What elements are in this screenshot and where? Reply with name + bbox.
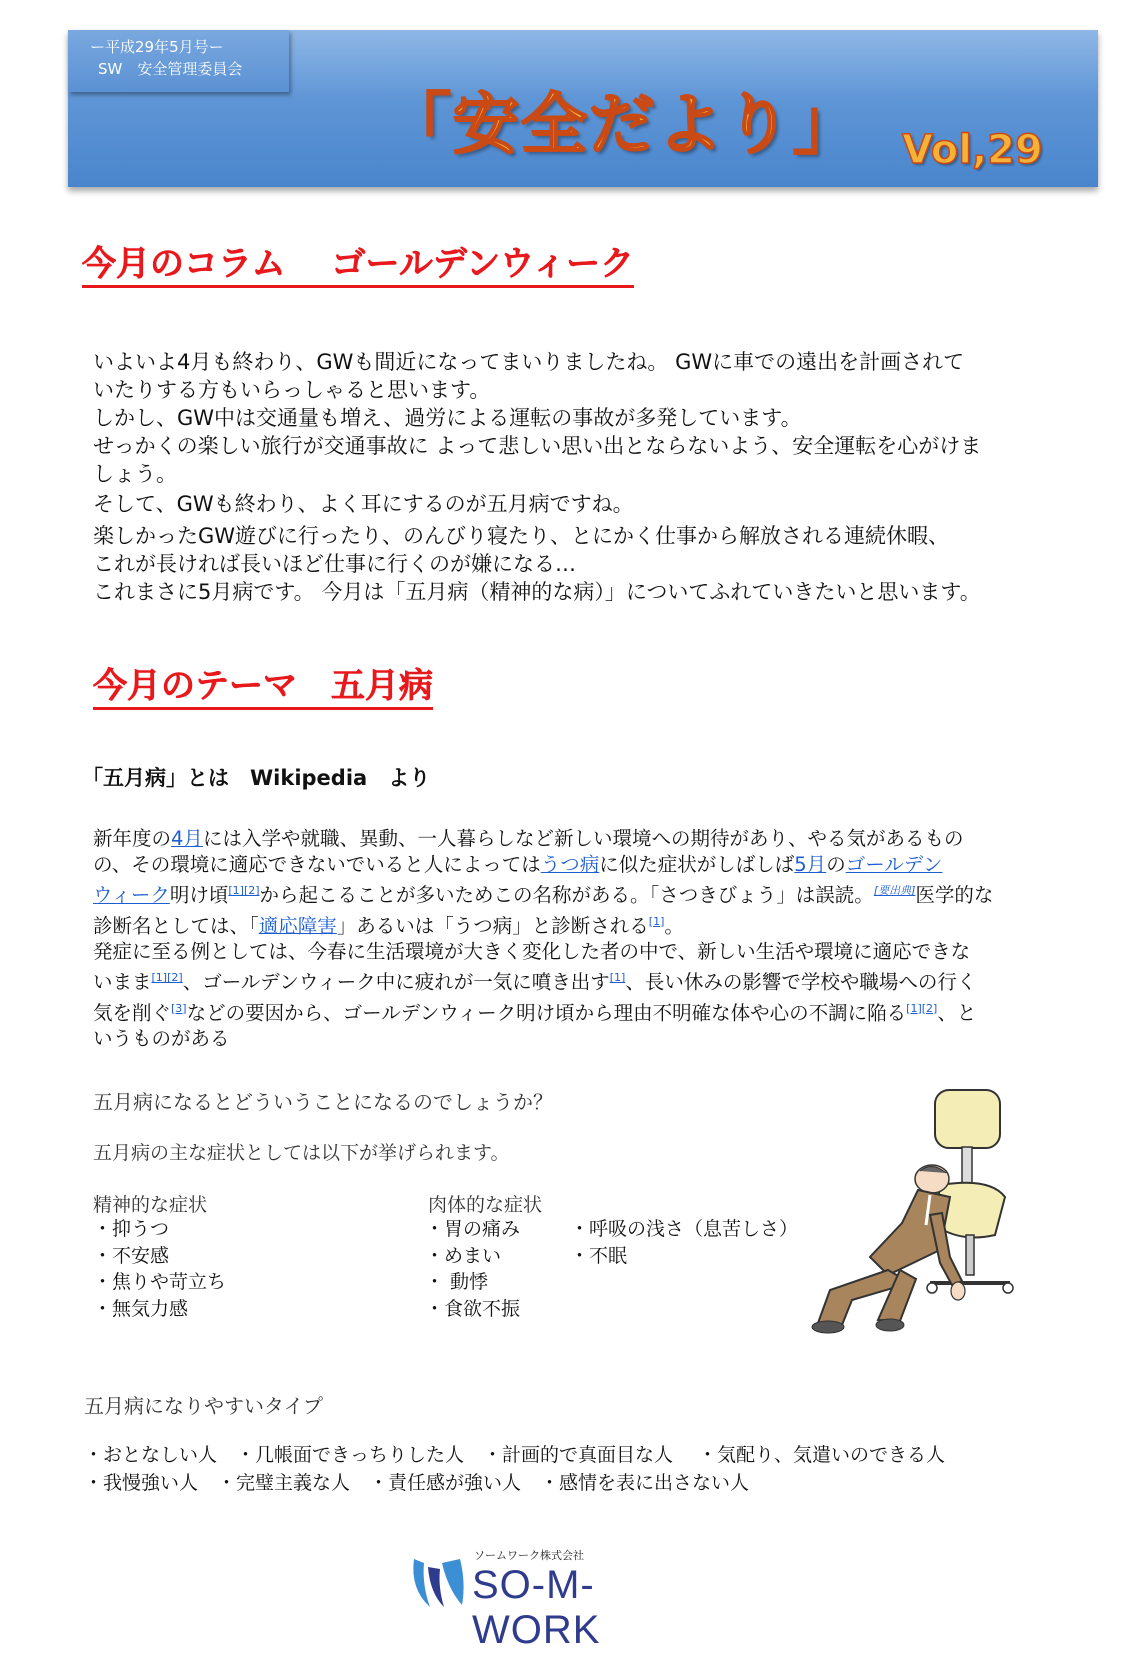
- issue-label: [68, 30, 289, 92]
- column-line: しかし、GW中は交通量も増え、過労による運転の事故が多発しています。: [93, 406, 802, 430]
- company-logo: [408, 1545, 708, 1652]
- mental-symptoms-list: [93, 1216, 226, 1322]
- list-item: ・食欲不振: [425, 1297, 521, 1320]
- column-heading: 今月のコラム ゴールデンウィーク: [82, 246, 634, 288]
- list-item: ・めまい: [425, 1244, 502, 1267]
- newsletter-title: 「安全だより」: [385, 86, 861, 163]
- ref-link[interactable]: [1]: [609, 971, 626, 984]
- list-item: ・ 動悸: [425, 1271, 489, 1293]
- column-line: いたりする方もいらっしゃると思います。: [93, 378, 491, 402]
- wiki-line: [93, 996, 1023, 1027]
- wiki-line: [93, 965, 1023, 996]
- link-week[interactable]: ウィーク: [93, 883, 170, 907]
- wiki-text: に似た症状がしばしば: [599, 853, 795, 876]
- list-item: ・抑うつ: [93, 1218, 170, 1240]
- wiki-text: などの要因から、ゴールデンウィーク明け頃から理由不明確な体や心の不調に陥る: [186, 1001, 907, 1024]
- wiki-line: [93, 826, 1023, 852]
- list-item: ・不安感: [93, 1244, 170, 1267]
- list-item: ・不眠: [570, 1244, 628, 1267]
- wiki-text: 」あるいは「うつ病」と診断される: [336, 914, 649, 937]
- wiki-text: 診断名としては、「: [93, 914, 259, 937]
- column-line: 楽しかったGW遊びに行ったり、のんびり寝たり、とにかく仕事から解放される連続休暇、: [93, 524, 950, 548]
- wiki-line: いうものがある: [93, 1027, 230, 1050]
- wiki-text: いまま: [93, 970, 152, 994]
- symptom-intro: 五月病の主な症状としては以下が挙げられます。: [93, 1142, 510, 1164]
- column-line: せっかくの楽しい旅行が交通事故に よって悲しい思い出とならないよう、安全運転を心がけま: [93, 434, 982, 458]
- column-line: いよいよ4月も終わり、GWも間近になってまいりましたね。 GWに車での遠出を計画されて: [93, 350, 965, 374]
- mental-symptoms-heading: 精神的な症状: [93, 1194, 208, 1216]
- ref-link[interactable]: [1][2]: [906, 1001, 938, 1015]
- link-april[interactable]: 4月: [171, 827, 203, 850]
- citation-needed-link[interactable]: [要出典]: [873, 884, 916, 897]
- types-line-1: ・おとなしい人 ・几帳面できっちりした人 ・計画的で真面目な人 ・気配り、気遣いのできる人: [84, 1444, 946, 1466]
- column-line: そして、GWも終わり、よく耳にするのが五月病ですね。: [93, 492, 634, 516]
- theme-heading: 今月のテーマ 五月病: [93, 668, 433, 710]
- list-item: ・胃の痛み: [425, 1218, 521, 1240]
- question-heading: 五月病になるとどういうことになるのでしょうか？: [93, 1090, 553, 1114]
- wiki-title: 「五月病」とは Wikipedia より: [82, 766, 431, 790]
- wiki-text: 新年度の: [93, 827, 172, 850]
- ref-link[interactable]: [1]: [648, 914, 665, 928]
- link-may[interactable]: 5月: [794, 853, 827, 876]
- column-text: [93, 348, 1083, 606]
- volume-number: Vol,29: [902, 127, 1043, 173]
- link-golden[interactable]: ゴールデン: [845, 853, 943, 876]
- list-item: ・焦りや苛立ち: [93, 1271, 227, 1293]
- wiki-line: 発症に至る例としては、今春に生活環境が大きく変化した者の中で、新しい生活や環境に適応できな: [93, 940, 971, 963]
- types-line-2: ・我慢強い人 ・完璧主義な人 ・責任感が強い人 ・感情を表に出さない人: [84, 1472, 750, 1494]
- wiki-text: 、長い休みの影響で学校や職場への行く: [625, 970, 977, 994]
- column-line: これが長ければ長いほど仕事に行くのが嫌になる…: [93, 552, 576, 576]
- list-item: ・呼吸の浅さ（息苦しさ）: [570, 1218, 799, 1240]
- issue-date: ー平成29年5月号ー: [90, 38, 224, 56]
- wiki-excerpt: [93, 826, 1023, 1052]
- link-adjustment-disorder[interactable]: 適応障害: [258, 914, 337, 937]
- types-heading: 五月病になりやすいタイプ: [84, 1394, 323, 1418]
- wiki-text: 気を削ぐ: [93, 1001, 172, 1024]
- wiki-text: の、その環境に適応できないでいると人によっては: [93, 853, 541, 876]
- tired-worker-illustration: [790, 1085, 1035, 1340]
- wiki-text: から起こることが多いためこの名称がある。「さつきびょう」は誤読。: [259, 883, 874, 907]
- column-line: これまさに5月病です。 今月は「五月病（精神的な病）」についてふれていきたいと思います。: [93, 580, 981, 604]
- wiki-text: 、と: [937, 1001, 977, 1024]
- company-name: SO-M-WORK: [472, 1563, 601, 1652]
- list-item: ・無気力感: [93, 1297, 189, 1320]
- physical-symptoms-list: [425, 1216, 520, 1322]
- wiki-text: には入学や就職、異動、一人暮らしなど新しい環境への期待があり、やる気があるもの: [202, 827, 964, 850]
- physical-symptoms-heading: 肉体的な症状: [428, 1194, 543, 1216]
- wiki-line: [93, 878, 1023, 909]
- wiki-line: [93, 852, 1023, 878]
- link-depression[interactable]: うつ病: [540, 853, 600, 876]
- ref-link[interactable]: [3]: [171, 1001, 187, 1015]
- company-name-kana: ソームワーク株式会社: [474, 1549, 584, 1562]
- wiki-line: [93, 909, 1023, 940]
- ref-link[interactable]: [1][2]: [151, 971, 183, 984]
- wiki-text: 、ゴールデンウィーク中に疲れが一気に噴き出す: [182, 970, 610, 994]
- wiki-text: の: [826, 853, 846, 876]
- committee-name: SW 安全管理委員会: [98, 60, 243, 78]
- column-line: しょう。: [93, 462, 177, 486]
- physical-symptoms-list-2: [570, 1216, 798, 1269]
- wiki-text: 明け頃: [169, 883, 229, 907]
- sw-logo-icon: [408, 1549, 468, 1613]
- ref-link[interactable]: [1][2]: [228, 884, 260, 897]
- wiki-text: 。: [664, 914, 684, 937]
- wiki-text: 医学的な: [915, 883, 994, 907]
